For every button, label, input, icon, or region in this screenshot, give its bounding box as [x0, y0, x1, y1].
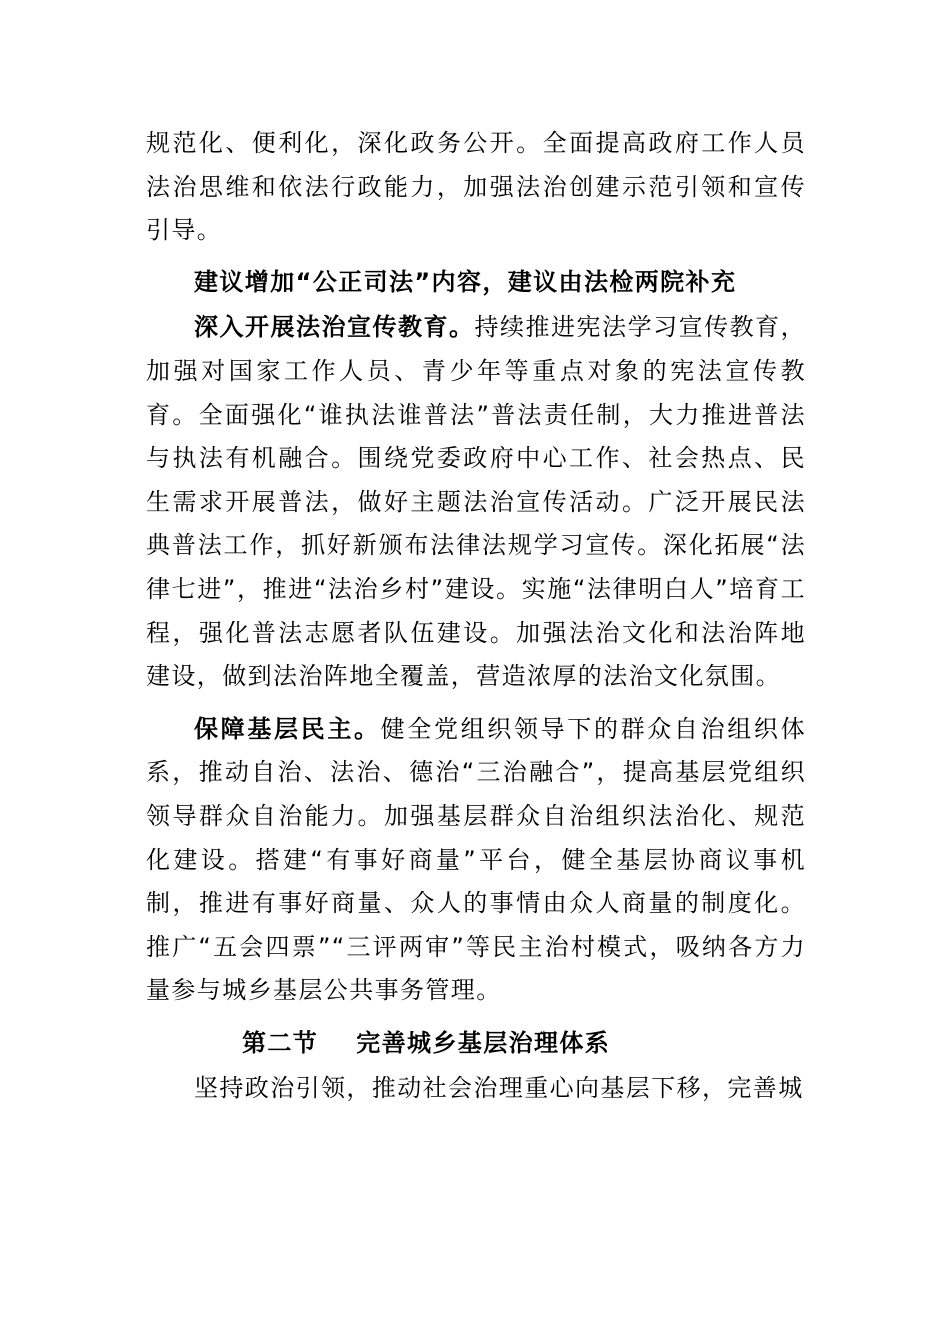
closing-paragraph: 坚持政治引领，推动社会治理重心向基层下移，完善城 [194, 1074, 804, 1103]
document-body [146, 122, 806, 1111]
section-body: 持续推进宪法学习宣传教育，加强对国家工作人员、青少年等重点对象的宪法宣传教育。全面强化“谁执法谁普法”普法责任制，大力推进普法与执法有机融合。围绕党委政府中心工作、社会热点、民生需求开展普法，做好主题法治宣传活动。广泛开展民法典普法工作，抓好新颁布法律法规学习宣传。深化拓展“法律七进”，推进“法治乡村”建设。实施“法律明白人”培育工程，强化普法志愿者队伍建设。加强法治文化和法治阵地建设，做到法治阵地全覆盖，营造浓厚的法治文化氛围。 [146, 313, 806, 691]
section-body: 健全党组织领导下的群众自治组织体系，推动自治、法治、德治“三治融合”，提高基层党组织领导群众自治能力。加强基层群众自治组织法治化、规范化建设。搭建“有事好商量”平台，健全基层协商议事机制，推进有事好商量、众人的事情由众人商量的制度化。推广“五会四票”“三评两审”等民主治村模式，吸纳各方力量参与城乡基层公共事务管理。 [146, 714, 806, 1005]
section-lead: 深入开展法治宣传教育。 [194, 313, 475, 342]
section-number: 第二节 [242, 1028, 319, 1057]
continued-paragraph: 规范化、便利化，深化政务公开。全面提高政府工作人员法治思维和依法行政能力，加强法治创建示范引领和宣传引导。 [146, 129, 806, 245]
section-lead: 保障基层民主。 [194, 714, 381, 743]
editor-note: 建议增加“公正司法”内容，建议由法检两院补充 [194, 267, 737, 296]
section-title: 完善城乡基层治理体系 [356, 1028, 611, 1057]
section-heading [146, 1022, 806, 1066]
section-legal-education [146, 306, 806, 698]
section-grassroots-democracy [146, 708, 806, 1013]
